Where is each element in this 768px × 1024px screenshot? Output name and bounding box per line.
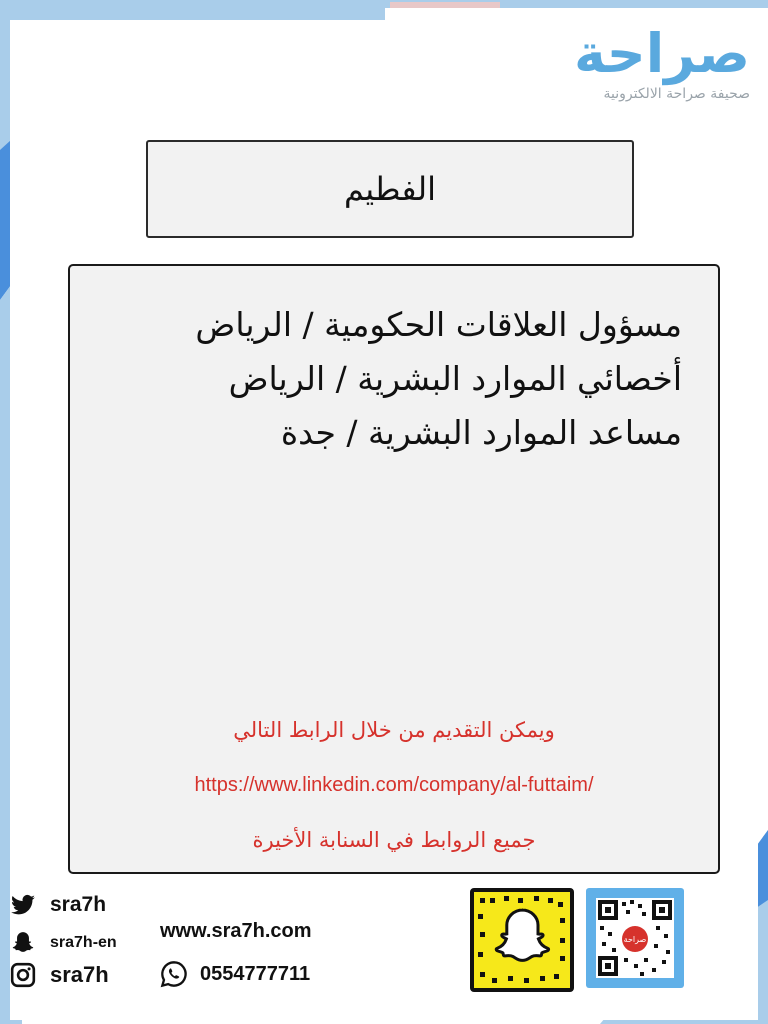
website-link[interactable]: www.sra7h.com [160, 920, 312, 942]
whatsapp-icon [160, 960, 188, 988]
twitter-handle: sra7h [50, 893, 107, 916]
snapchat-handle-row[interactable] [10, 930, 117, 956]
job-item: أخصائي الموارد البشرية / الرياض [228, 359, 682, 398]
apply-note: جميع الروابط في السنابة الأخيرة [252, 828, 536, 852]
snapcode[interactable] [470, 888, 574, 992]
logo-word: صراحة [574, 22, 750, 85]
twitter-icon [10, 892, 36, 918]
apply-link[interactable]: https://www.linkedin.com/company/al-futtaim/ [194, 774, 594, 796]
job-item: مساعد الموارد البشرية / جدة [280, 413, 682, 452]
company-title-box [146, 140, 634, 238]
jobs-box [68, 264, 720, 874]
twitter-handle-row[interactable] [10, 892, 106, 918]
snapchat-handle: sra7h-en [50, 934, 117, 951]
logo-subtitle: صحيفة صراحة الالكترونية [603, 86, 750, 102]
snapchat-ghost-icon [474, 892, 570, 988]
qr-code[interactable] [586, 888, 684, 988]
company-name: الفطيم [343, 170, 437, 208]
instagram-handle: sra7h [50, 962, 109, 987]
jobs-list [92, 298, 682, 460]
snapchat-icon [10, 930, 36, 956]
qr-badge: صراحة [622, 926, 648, 952]
apply-intro: ويمكن التقديم من خلال الرابط التالي [233, 718, 555, 742]
whatsapp-number: 0554777711 [200, 962, 311, 985]
brand-logo [574, 24, 750, 102]
job-item: مسؤول العلاقات الحكومية / الرياض [195, 305, 682, 344]
instagram-icon [10, 962, 36, 988]
instagram-handle-row[interactable] [10, 962, 109, 988]
whatsapp-row[interactable] [160, 960, 310, 988]
